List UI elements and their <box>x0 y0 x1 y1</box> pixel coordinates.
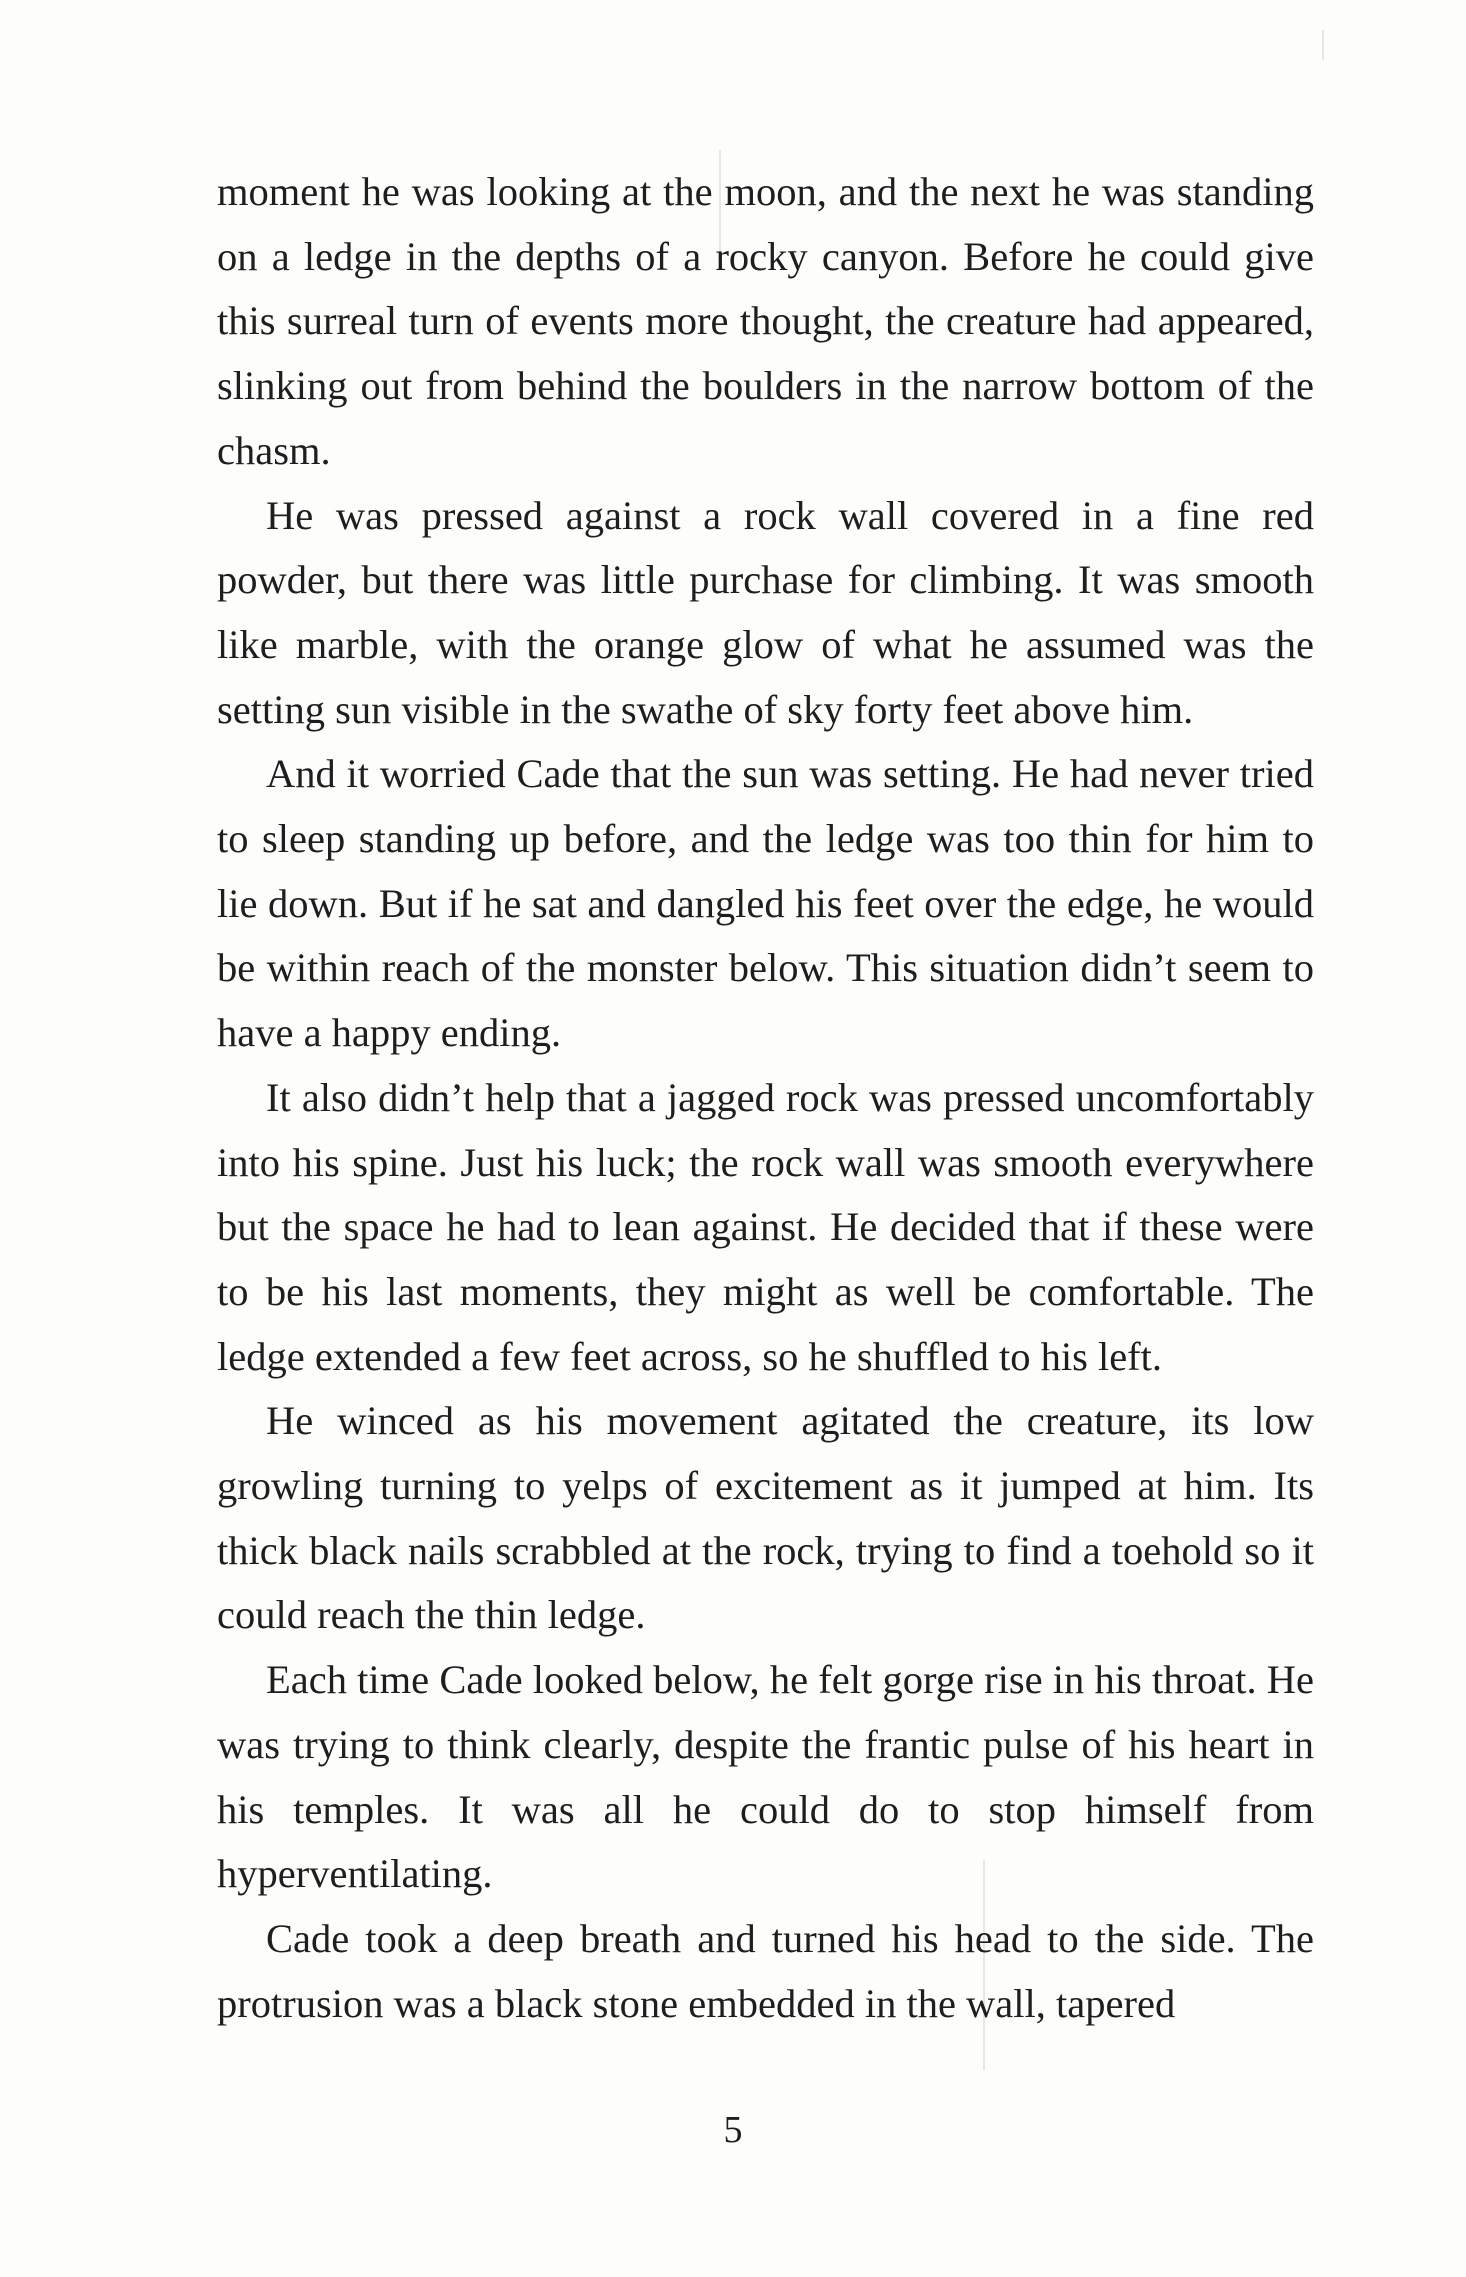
page-number: 5 <box>723 2109 743 2151</box>
paragraph: And it worried Cade that the sun was setting. He had never tried to sleep standing up before, and the ledge was too thin for him to lie down. But if he sat and dangled his feet over the edge, he would be within reach of the monster below. This situation didn’t seem to have a happy ending. <box>217 751 1314 1056</box>
paragraph: He was pressed against a rock wall covered in a fine red powder, but there was little purchase for climbing. It was smooth like marble, with the orange glow of what he assumed was the setting sun visible in the swathe of sky forty feet above him. <box>217 492 1314 732</box>
paragraph: It also didn’t help that a jagged rock was pressed uncomfortably into his spine. Just his luck; the rock wall was smooth everywhere but the space he had to lean against. He decided that if these were to be his last moments, they might as well be comfortable. The ledge extended a few feet across, so he shuffled to his left. <box>217 1074 1314 1379</box>
paragraph: He winced as his movement agitated the creature, its low growling turning to yelps of excitement as it jumped at him. Its thick black nails scrabbled at the rock, trying to find a toehold so it could reach the thin ledge. <box>217 1398 1314 1638</box>
paragraph: Cade took a deep breath and turned his head to the side. The protrusion was a black stone embedded in the wall, tapered <box>217 1915 1314 2026</box>
paragraph: moment he was looking at the moon, and the next he was standing on a ledge in the depths of a rocky canyon. Before he could give this surreal turn of events more thought, the creature had appeared, slinking out from behind the boulders in the narrow bottom of the chasm. <box>217 169 1314 473</box>
scan-artifact <box>1322 30 1324 60</box>
body-text <box>217 160 1314 2036</box>
paragraph: Each time Cade looked below, he felt gorge rise in his throat. He was trying to think clearly, despite the frantic pulse of his heart in his temples. It was all he could do to stop himself from hyperventilating. <box>217 1657 1314 1897</box>
